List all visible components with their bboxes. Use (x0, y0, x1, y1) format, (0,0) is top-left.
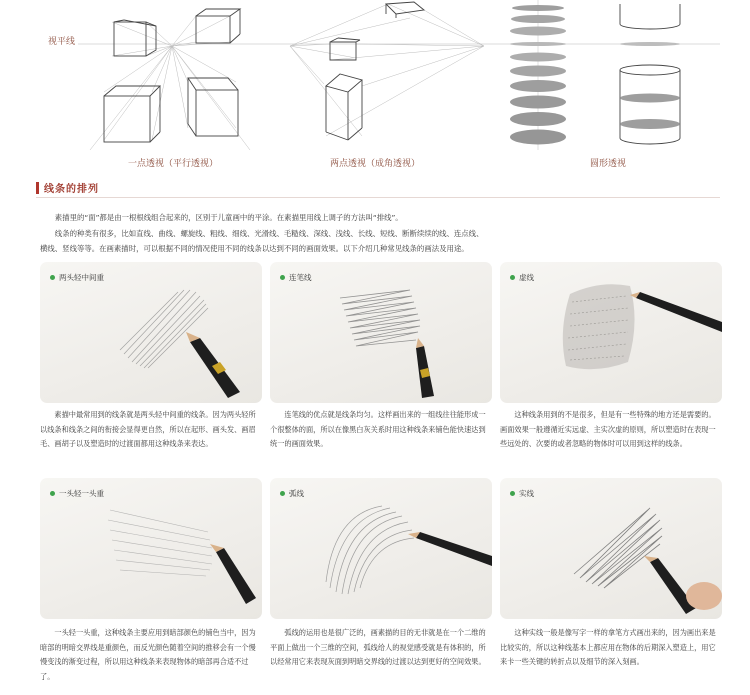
card-arc-lines (270, 478, 492, 619)
bullet-dot-icon (510, 275, 515, 280)
heading-marker (36, 182, 39, 194)
card-dashed-lines (500, 262, 722, 403)
intro-line-2: 线条的种类有很多，比如直线、曲线、螺旋线、粗线、细线、光滑线、毛糙线、深线、浅线、长线、短线、断断续续的线、连点线、 (54, 228, 484, 238)
caption-two-point: 两点透视（成角透视） (330, 159, 421, 169)
intro-text (40, 210, 720, 257)
pencil-stroke-illustration (270, 478, 492, 619)
bullet-dot-icon (510, 491, 515, 496)
description-solid-lines: 这种实线一般是像写字一样的拿笔方式画出来的，因为画出来是比较实的，所以这种线基本上都应用在物体的后期深入塑造上，用它来卡一些关键的转折点以及细节的深入刻画。 (500, 628, 716, 667)
pencil-stroke-illustration (500, 478, 722, 619)
bullet-dot-icon (280, 275, 285, 280)
bullet-dot-icon (280, 491, 285, 496)
bullet-dot-icon (50, 275, 55, 280)
perspective-diagram (0, 0, 750, 172)
section-heading (36, 181, 99, 194)
card-title: 弧线 (280, 488, 304, 499)
caption-circular: 圆形透视 (590, 159, 627, 169)
perspective-drawings (0, 0, 750, 172)
card-solid-lines (500, 478, 722, 619)
description-dashed-lines: 这种线条用到的不是很多，但是有一些特殊的地方还是需要的。画面效果一般遵循近实远虚、主实次虚的原则，所以塑造时在表现一些远处的、次要的或者忽略的物体时可以用到这样的线条。 (500, 410, 716, 449)
card-one-end-heavy (40, 478, 262, 619)
horizon-label: 视平线 (48, 37, 76, 47)
card-title: 两头轻中间重 (50, 272, 104, 283)
two-point-perspective (290, 4, 484, 136)
bullet-dot-icon (50, 491, 55, 496)
intro-line-1: 素描里的“面”都是由一根根线组合起来的，区别于儿童画中的平涂。在素描里用线上调子的方法叫“排线”。 (54, 213, 403, 222)
description-light-ends: 素描中最常用到的线条就是两头轻中间重的线条。因为两头轻所以线条和线条之间的衔接会显得更自然，所以在起形、画头发、画眉毛、画胡子以及塑造时的过渡面都用这种线条来表达。 (40, 410, 256, 449)
heading-divider (36, 197, 720, 198)
card-title: 虚线 (510, 272, 534, 283)
card-title: 一头轻一头重 (50, 488, 104, 499)
description-one-end-heavy: 一头轻一头重，这种线条主要应用到暗部颜色的铺色当中，因为暗部的明暗交界线是重颜色，而反光颜色随着空间的推移会有一个慢慢变浅的渐变过程，所以用这种线条来表现物体的暗部再合适不过了。 (40, 628, 256, 681)
card-title: 实线 (510, 488, 534, 499)
pencil-stroke-illustration (500, 262, 722, 403)
pencil-stroke-illustration (40, 478, 262, 619)
description-continuous-lines: 连笔线的优点就是线条均匀。这样画出来的一组线往往能形成一个很整体的面，所以在像黑白灰关系时用这种线条来铺色能快速达到统一的画面效果。 (270, 410, 486, 449)
circular-perspective (510, 0, 680, 150)
intro-line-3: 横线、竖线等等。在画素描时，可以根据不同的情况使用不同的线条以达到不同的画面效果。以下介绍几种常见线条的画法及用途。 (40, 244, 469, 253)
card-continuous-lines (270, 262, 492, 403)
card-title: 连笔线 (280, 272, 312, 283)
section-title: 线条的排列 (44, 184, 99, 195)
pencil-stroke-illustration (270, 262, 492, 403)
card-light-ends (40, 262, 262, 403)
description-arc-lines: 弧线的运用也是很广泛的，画素描的目的无非就是在一个二维的平面上做出一个三维的空间，弧线给人的视觉感受就是有体积的，所以经常用它来表现灰面到明暗交界线的过渡以达到更好的空间效果。 (270, 628, 486, 667)
pencil-stroke-illustration (40, 262, 262, 403)
caption-one-point: 一点透视（平行透视） (128, 159, 219, 169)
